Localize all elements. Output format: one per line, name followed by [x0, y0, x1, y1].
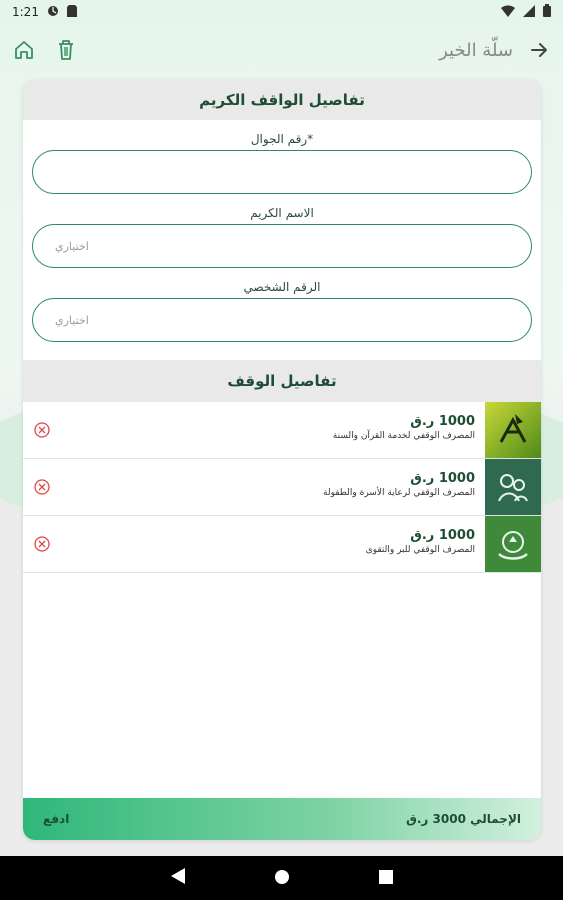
personal-id-field	[23, 278, 541, 342]
item-name: المصرف الوقفي لرعاية الأسرة والطفولة	[323, 488, 475, 498]
back-arrow-icon[interactable]	[527, 38, 551, 62]
nav-back-icon[interactable]	[171, 868, 185, 888]
item-name: المصرف الوقفي لخدمة القرآن والسنة	[332, 431, 475, 441]
item-price: 1000 ر.ق	[410, 528, 475, 543]
item-thumbnail-charity	[485, 516, 541, 572]
item-name: المصرف الوقفي للبر والتقوى	[365, 545, 475, 555]
personal-id-label: الرقم الشخصي	[243, 280, 321, 294]
item-price: 1000 ر.ق	[410, 414, 475, 429]
pay-button[interactable]: ادفع	[43, 812, 70, 826]
nav-recents-icon[interactable]	[379, 869, 393, 888]
top-bar	[0, 30, 563, 70]
trash-icon[interactable]	[54, 38, 78, 62]
waqf-section-title: تفاصيل الوقف	[23, 360, 541, 402]
notification-icon	[47, 5, 59, 20]
remove-item-icon[interactable]	[34, 479, 50, 495]
mobile-field	[23, 130, 541, 194]
checkout-footer	[23, 798, 541, 840]
wifi-icon	[501, 5, 515, 20]
name-field	[23, 204, 541, 268]
waqf-items-list	[23, 402, 541, 573]
signal-icon	[523, 5, 535, 20]
status-bar	[0, 0, 563, 24]
remove-item-icon[interactable]	[34, 536, 50, 552]
item-thumbnail-family	[485, 459, 541, 515]
name-label: الاسم الكريم	[250, 206, 314, 220]
nav-home-icon[interactable]	[275, 869, 289, 888]
home-icon[interactable]	[12, 38, 36, 62]
list-item	[23, 459, 541, 516]
system-nav-bar	[0, 856, 563, 900]
sd-card-icon	[67, 5, 77, 20]
page-title: سلّة الخير	[439, 39, 513, 61]
list-item	[23, 516, 541, 573]
list-item	[23, 402, 541, 459]
name-input[interactable]: اختياري	[32, 224, 532, 268]
item-price: 1000 ر.ق	[410, 471, 475, 486]
item-thumbnail-quran	[485, 402, 541, 458]
battery-icon	[543, 4, 551, 20]
donor-section-title: تفاصيل الواقف الكريم	[23, 80, 541, 120]
total-amount: الإجمالي 3000 ر.ق	[406, 812, 521, 826]
mobile-label: رقم الجوال*	[250, 132, 314, 146]
cart-card	[23, 80, 541, 840]
status-time: 1:21	[12, 5, 39, 19]
personal-id-input[interactable]: اختياري	[32, 298, 532, 342]
mobile-input[interactable]	[32, 150, 532, 194]
remove-item-icon[interactable]	[34, 422, 50, 438]
